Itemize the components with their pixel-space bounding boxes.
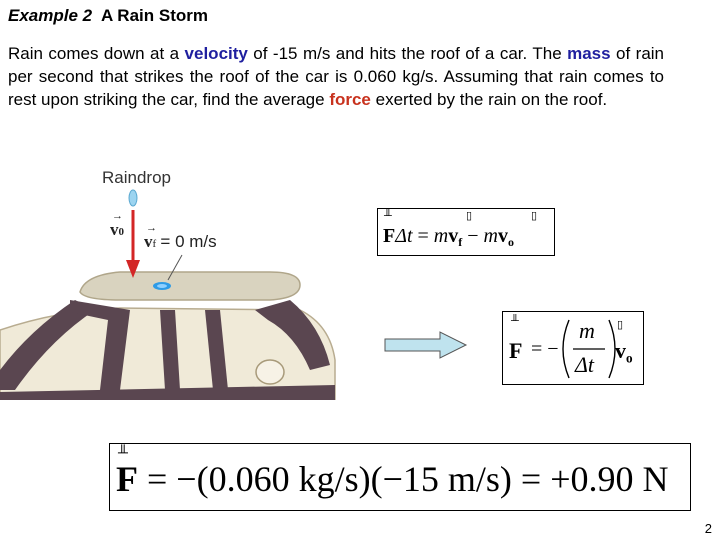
eq3-force: F bbox=[116, 459, 138, 499]
raindrop-label: Raindrop bbox=[102, 168, 171, 187]
eq3-velocity: )(−15 m/s bbox=[358, 459, 500, 499]
term-force: force bbox=[329, 90, 371, 109]
problem-text-1: Rain comes down at a bbox=[8, 44, 185, 63]
eq3-mass-rate: (0.060 kg/s bbox=[196, 459, 359, 499]
right-arrow-icon bbox=[384, 330, 468, 360]
problem-text-2: of -15 m/s and hits the roof of a car. The bbox=[247, 44, 568, 63]
eq3-equals: = − bbox=[147, 459, 197, 499]
car-illustration bbox=[0, 160, 340, 400]
example-name: A Rain Storm bbox=[100, 6, 208, 25]
eq1-force: F bbox=[383, 225, 396, 247]
v0-label: → v0 bbox=[110, 210, 124, 239]
page-number: 2 bbox=[704, 521, 712, 536]
equation-impulse: ╨ ▯ ▯ $F\Delta t = mv_f - mv_o$ bbox=[377, 208, 555, 256]
eq2-numerator: m bbox=[579, 318, 595, 343]
slide-title bbox=[8, 6, 208, 26]
eq2-force: F bbox=[509, 338, 523, 363]
car-figure bbox=[0, 160, 340, 405]
problem-text-3: of rain per second that strikes the roof of the car is 0.060 kg/s. Assuming that rain comes to rest upon striking the car, find the average bbox=[8, 44, 665, 109]
example-label: Example 2 bbox=[8, 6, 93, 25]
term-velocity: velocity bbox=[184, 44, 248, 63]
problem-text-4: exerted by the rain on the roof. bbox=[370, 90, 608, 109]
eq2-vo: $v_o$ bbox=[615, 338, 633, 366]
eq2-denominator: Δt bbox=[575, 352, 595, 377]
vf-label: → vf = 0 m/s bbox=[144, 222, 217, 251]
eq2-equals: = − bbox=[531, 338, 559, 360]
eq1-dt: Δt bbox=[395, 225, 413, 247]
term-mass: mass bbox=[567, 44, 611, 63]
problem-statement bbox=[8, 42, 664, 111]
equation-force-solved: ╨ ▯ F = − m Δt $v_o$ bbox=[502, 311, 644, 385]
equation-result: ╨ F = −(0.060 kg/s)(−15 m/s) = +0.90 N bbox=[109, 443, 691, 511]
eq3-result: ) = +0.90 N bbox=[499, 459, 669, 499]
